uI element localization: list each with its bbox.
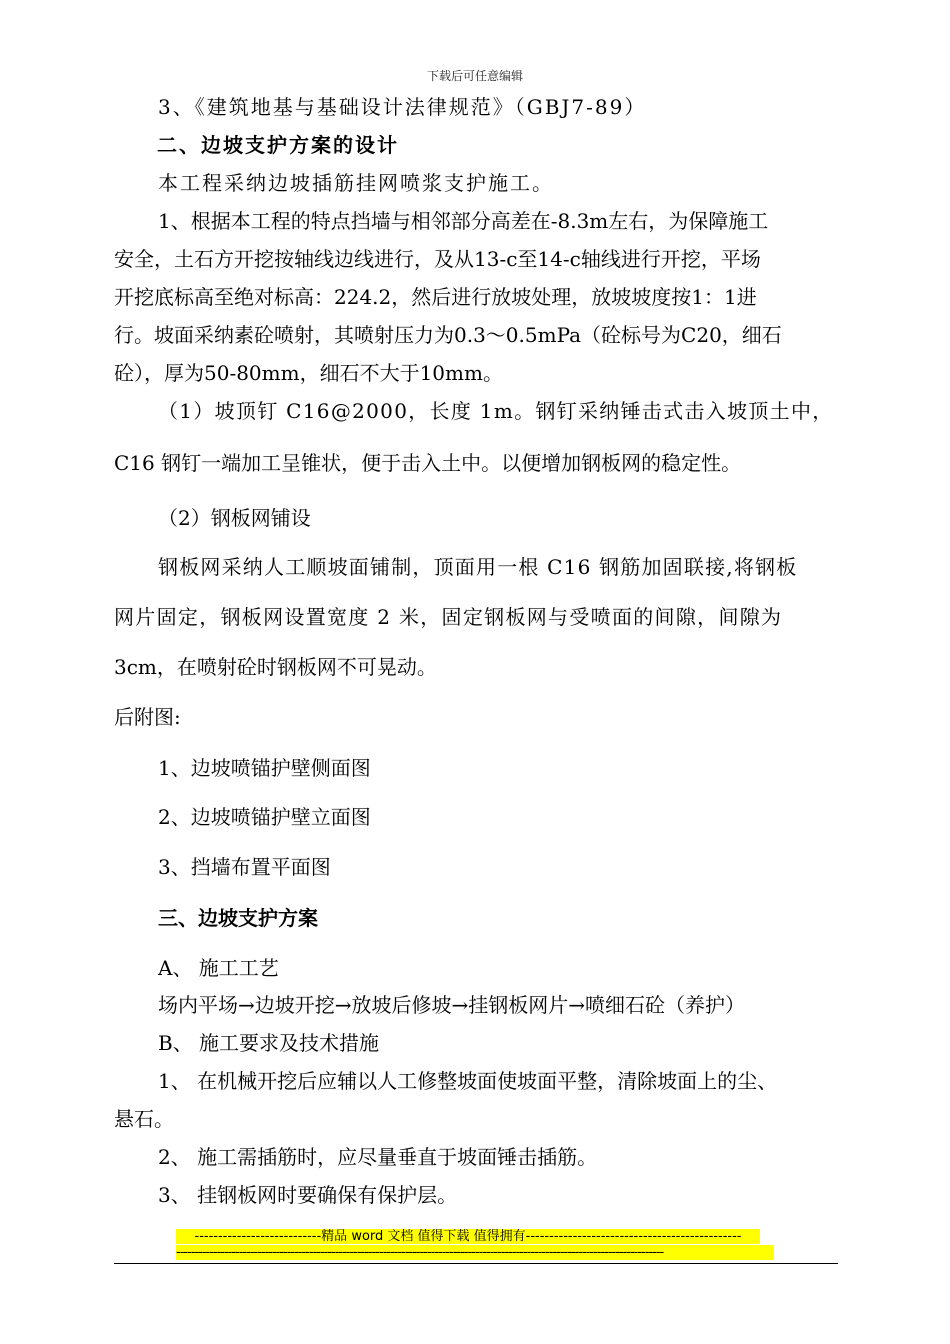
paragraph-line: 开挖底标高至绝对标高：224.2，然后进行放坡处理，放坡坡度按1：1进 (114, 285, 757, 309)
section-heading-2: 二、边坡支护方案的设计 (157, 133, 399, 157)
subheading-requirements: B、 施工要求及技术措施 (158, 1031, 380, 1055)
appendix-item: 2、边坡喷锚护壁立面图 (158, 805, 371, 829)
appendix-item: 1、边坡喷锚护壁侧面图 (158, 756, 371, 780)
paragraph-line: 3cm，在喷射砼时钢板网不可晃动。 (114, 655, 437, 679)
paragraph-line: 安全，土石方开挖按轴线边线进行，及从13-c至14-c轴线进行开挖，平场 (114, 247, 761, 271)
paragraph-line: 砼），厚为50-80mm，细石不大于10mm。 (114, 361, 503, 385)
requirement-item: 2、 施工需插筋时，应尽量垂直于坡面锤击插筋。 (158, 1145, 598, 1169)
requirement-item: 1、 在机械开挖后应辅以人工修整坡面使坡面平整，清除坡面上的尘、 (158, 1069, 778, 1093)
subheading-process: A、 施工工艺 (158, 956, 279, 980)
page-header: 下载后可任意编辑 (426, 69, 523, 83)
paragraph-line: （1）坡顶钉 C16@2000，长度 1m。钢钉采纳锤击式击入坡顶土中， (158, 399, 834, 423)
paragraph-line: C16 钢钉一端加工呈锥状，便于击入土中。以便增加钢板网的稳定性。 (114, 451, 742, 475)
reference-item-3: 3、《建筑地基与基础设计法律规范》（GBJ7-89） (158, 95, 647, 119)
paragraph-line: 行。坡面采纳素砼喷射，其喷射压力为0.3～0.5mPa（砼标号为C20，细石 (114, 323, 782, 347)
paragraph-line: 网片固定，钢板网设置宽度 2 米，固定钢板网与受喷面的间隙，间隙为 (114, 605, 783, 629)
subheading-steel-mesh: （2）钢板网铺设 (158, 506, 311, 530)
paragraph-line: 1、根据本工程的特点挡墙与相邻部分高差在-8.3m左右，为保障施工 (158, 209, 769, 233)
process-flow: 场内平场→边坡开挖→放坡后修坡→挂钢板网片→喷细石砼（养护） (158, 993, 746, 1017)
requirement-item-continued: 悬石。 (114, 1107, 174, 1131)
appendix-label: 后附图: (114, 705, 181, 729)
requirement-item: 3、 挂钢板网时要确保有保护层。 (158, 1183, 458, 1207)
paragraph-line: 本工程采纳边坡插筋挂网喷浆支护施工。 (158, 171, 554, 195)
paragraph-line: 钢板网采纳人工顺坡面铺制，顶面用一根 C16 钢筋加固联接,将钢板 (158, 555, 798, 579)
footer-banner: ---------------------------精品 word 文档 值得下载 值得拥有---------------------------------------------- (176, 1229, 760, 1244)
footer-dashes: ------------------------------------------------------------------------------------------------------------------------------------ (176, 1245, 774, 1260)
footer-rule (114, 1263, 838, 1264)
section-heading-3: 三、边坡支护方案 (158, 906, 318, 930)
appendix-item: 3、挡墙布置平面图 (158, 855, 331, 879)
